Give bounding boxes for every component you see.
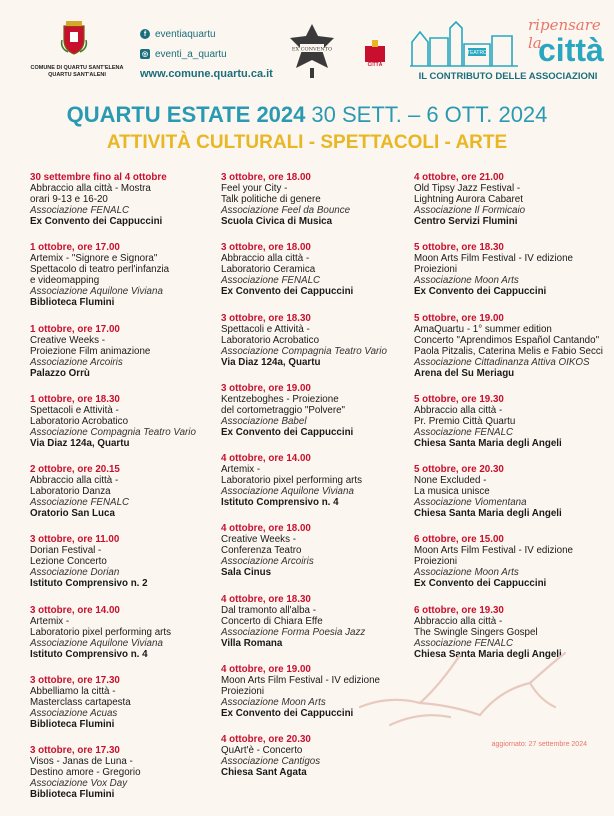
city-buildings-icon [410,20,520,68]
event-title-line: Abbraccio alla città - [221,253,310,265]
event-item [30,242,220,308]
event-item [221,242,411,297]
event-date: 3 ottobre, ore 18.00 [221,172,311,183]
event-date: 3 ottobre, ore 18.00 [221,242,311,254]
event-item [221,594,411,649]
contributo-text: IL CONTRIBUTO DELLE ASSOCIAZIONI [418,71,598,82]
events-column-3 [414,172,604,675]
event-place: Biblioteca Flumini [30,789,115,801]
title-dates: 30 SETT. – 6 OTT. 2024 [311,102,548,127]
event-place: Via Diaz 124a, Quartu [30,437,130,449]
event-title-line: Feel your City - [221,183,288,194]
event-title-line: e videomapping [30,275,100,287]
event-association: Associazione FENALC [221,275,321,287]
event-title-line: Lightning Aurora Cabaret [414,194,523,205]
event-date: 6 ottobre, ore 15.00 [414,534,504,546]
event-title-line: Laboratorio pixel performing arts [30,626,172,638]
event-date: 4 ottobre, ore 20.30 [221,734,311,746]
event-title-line: Pr. Premio Città Quartu [414,415,516,427]
event-place: Palazzo Orrù [30,367,90,379]
event-item [30,745,220,800]
event-place: Ex Convento dei Cappuccini [414,578,547,590]
event-title-line: Kentzeboghes - Proiezione [221,393,339,405]
page-subtitle: ATTIVITÀ CULTURALI - SPETTACOLI - ARTE [106,132,508,153]
event-item [221,172,411,227]
event-title-line: Talk politiche di genere [221,194,321,205]
event-title-line: Abbraccio alla città - Mostra [30,183,151,194]
instagram-link[interactable]: eventi_a_quartu [155,48,227,60]
event-title-line: Old Tipsy Jazz Festival - [414,183,521,194]
event-item [30,464,220,519]
event-date: 4 ottobre, ore 14.00 [221,453,311,465]
event-title-line: Moon Arts Film Festival - IV edizione [221,675,380,687]
event-date: 3 ottobre, ore 11.00 [30,534,120,546]
event-title-line: orari 9-13 e 16-20 [30,194,108,205]
event-association: Associazione Compagnia Teatro Vario [221,345,387,357]
event-item [221,734,411,778]
convento-label: EX CONVENTO [291,46,333,53]
ex-convento-logo-icon [288,22,336,80]
event-date: 5 ottobre, ore 20.30 [414,464,504,476]
event-association: Associazione FENALC [414,637,514,649]
ripensare-la-citta-logo [408,14,608,86]
event-date: 4 ottobre, ore 19.00 [221,664,311,676]
event-date: 5 ottobre, ore 19.00 [414,312,504,324]
event-title-line: Laboratorio Acrobatico [221,334,320,346]
event-place: Ex Convento dei Cappuccini [414,286,547,298]
citta-logo-label: CITTÀ [367,62,383,68]
event-item [414,172,604,227]
title-main: QUARTU ESTATE 2024 [66,102,306,127]
event-association: Associazione Compagnia Teatro Vario [30,426,196,438]
event-date: 1 ottobre, ore 18.30 [30,393,120,405]
events-column-1 [30,172,220,816]
event-association: Associazione Babel [221,415,307,427]
event-date: 4 ottobre, ore 18.30 [221,593,311,605]
event-date: 1 ottobre, ore 17.00 [30,323,120,335]
page-title [0,102,614,128]
event-place: Istituto Comprensivo n. 4 [30,648,148,660]
event-association: Associazione Acuas [30,708,118,720]
event-association: Associazione Feel da Bounce [221,205,351,216]
event-association: Associazione Arcoiris [30,356,123,368]
event-association: Associazione Forma Poesia Jazz [221,626,366,638]
event-item [30,675,220,730]
event-title-line: Masterclass cartapesta [30,697,131,709]
event-association: Associazione Aquilone Viviana [30,637,163,649]
event-title-line: Conferenza Teatro [221,545,302,557]
event-title-line: Moon Arts Film Festival - IV edizione [414,253,573,265]
event-place: Chiesa Santa Maria degli Angeli [414,508,562,520]
event-date: 30 settembre fino al 4 ottobre [30,172,167,183]
event-association: Associazione FENALC [30,205,130,216]
teatro-label: TEATRO [467,50,487,56]
event-title-line: Artemix - [30,615,70,627]
event-title-line: Laboratorio pixel performing arts [221,475,363,487]
event-association: Associazione Aquilone Viviana [221,486,354,498]
comune-crest-icon [60,20,88,56]
event-title-line: QuArt'è - Concerto [221,745,303,757]
event-place: Ex Convento dei Cappuccini [221,708,354,720]
website-link[interactable]: www.comune.quartu.ca.it [140,68,273,80]
event-association: Associazione Il Formicaio [414,205,526,216]
event-association: Associazione Viomentana [414,497,527,509]
event-title-line: Abbelliamo la città - [30,686,116,698]
event-item [414,242,604,297]
event-place: Biblioteca Flumini [30,719,115,731]
event-date: 4 ottobre, ore 21.00 [414,172,504,183]
event-title-line: Destino amore - Gregorio [30,767,141,779]
event-title-line: Creative Weeks - [30,334,105,346]
event-item [30,172,220,227]
event-date: 1 ottobre, ore 17.00 [30,242,120,254]
event-date: 5 ottobre, ore 18.30 [414,242,504,254]
event-date: 3 ottobre, ore 17.30 [30,675,120,687]
event-title-line: Creative Weeks - [221,534,296,546]
event-title-line: Dorian Festival - [30,545,102,557]
doves-illustration-icon [350,645,570,730]
event-place: Villa Romana [221,637,283,649]
event-item [30,394,220,449]
event-title-line: del cortometraggio "Polvere" [221,404,346,416]
event-place: Scuola Civica di Musica [221,216,333,227]
event-date: 6 ottobre, ore 19.30 [414,604,504,616]
event-place: Biblioteca Flumini [30,297,115,309]
event-title-line: The Swingle Singers Gospel [414,626,538,638]
event-association: Associazione Vox Day [30,778,128,790]
event-association: Associazione FENALC [30,497,130,509]
event-association: Associazione Aquilone Viviana [30,286,163,298]
event-association: Associazione Arcoiris [221,556,314,568]
event-date: 2 ottobre, ore 20.15 [30,464,120,476]
facebook-link[interactable]: eventiaquartu [155,28,216,40]
event-place: Istituto Comprensivo n. 4 [221,497,339,509]
instagram-icon: ◎ [141,51,149,58]
event-place: Arena del Su Meriagu [414,367,515,379]
event-title-line: Moon Arts Film Festival - IV edizione [414,545,573,557]
event-association: Associazione Moon Arts [414,275,519,287]
event-title-line: None Excluded - [414,475,487,487]
event-item [221,383,411,438]
event-title-line: Concerto "Aprendimos Español Cantando" [414,334,600,346]
event-title-line: Dal tramonto all'alba - [221,604,316,616]
event-title-line: Artemix - [221,464,261,476]
event-place: Chiesa Sant Agata [221,767,307,779]
event-place: Via Diaz 124a, Quartu [221,356,321,368]
event-date: 5 ottobre, ore 19.30 [414,393,504,405]
event-item [414,313,604,379]
event-item [30,324,220,379]
event-association: Associazione FENALC [414,426,514,438]
event-place: Oratorio San Luca [30,508,115,520]
event-date: 3 ottobre, ore 14.00 [30,604,120,616]
event-item [414,534,604,589]
event-date: 3 ottobre, ore 19.00 [221,382,311,394]
event-title-line: Abbraccio alla città - [414,615,503,627]
event-title-line: Laboratorio Danza [30,486,111,498]
ripensare-text: ripensare la [528,16,601,52]
event-title-line: Spettacoli e Attività - [221,323,310,335]
event-place: Ex Convento dei Cappuccini [221,286,354,298]
updated-date: aggiornato: 27 settembre 2024 [491,741,587,748]
event-title-line: Abbraccio alla città - [414,404,503,416]
event-place: Chiesa Santa Maria degli Angeli [414,437,562,449]
event-title-line: Spettacolo di teatro perl'infanzia [30,264,170,276]
event-item [221,523,411,578]
event-title-line: Laboratorio Acrobatico [30,415,129,427]
event-date: 3 ottobre, ore 17.30 [30,745,120,757]
event-title-line: Proiezione Film animazione [30,345,151,357]
event-title-line: Artemix - "Signore e Signora" [30,253,158,265]
event-title-line: AmaQuartu - 1° summer edition [414,323,552,335]
event-item [221,313,411,368]
event-place: Sala Cinus [221,567,272,579]
event-title-line: Proiezioni [414,556,458,568]
event-date: 4 ottobre, ore 18.00 [221,523,311,535]
event-item [414,394,604,449]
event-title-line: La musica unisce [414,486,490,498]
event-title-line: Laboratorio Ceramica [221,264,316,276]
event-title-line: Lezione Concerto [30,556,107,568]
event-place: Istituto Comprensivo n. 2 [30,578,148,590]
event-place: Ex Convento dei Cappuccini [221,426,354,438]
event-item [30,605,220,660]
event-date: 3 ottobre, ore 18.30 [221,312,311,324]
event-association: Associazione Moon Arts [414,567,519,579]
event-association: Associazione Moon Arts [221,697,326,709]
event-title-line: Proiezioni [221,686,265,698]
citta-logo [362,40,388,74]
event-item [30,534,220,589]
event-title-line: Paola Pitzalis, Caterina Melis e Fabio Secci [414,345,603,357]
comune-name: COMUNE DI QUARTU SANT'ELENA QUARTU SANT'ALENI [30,65,124,78]
event-title-line: Visos - Janas de Luna - [30,756,133,768]
event-place: Chiesa Santa Maria degli Angeli [414,648,562,660]
event-association: Associazione Cantigos [221,756,321,768]
social-links [140,24,273,84]
citta-text: città [538,32,604,68]
facebook-icon: f [140,29,150,39]
event-item [221,453,411,508]
citta-building-icon [362,40,388,62]
event-title-line: Spettacoli e Attività - [30,404,119,416]
event-association: Associazione Cittadinanza Attiva OIKOS [414,356,590,368]
event-item [414,464,604,519]
header [0,0,614,92]
event-title-line: Concerto di Chiara Effe [221,615,323,627]
event-association: Associazione Dorian [30,567,120,579]
event-place: Centro Servizi Flumini [414,216,518,227]
event-title-line: Abbraccio alla città - [30,475,119,487]
event-place: Ex Convento dei Cappuccini [30,216,163,227]
event-title-line: Proiezioni [414,264,458,276]
